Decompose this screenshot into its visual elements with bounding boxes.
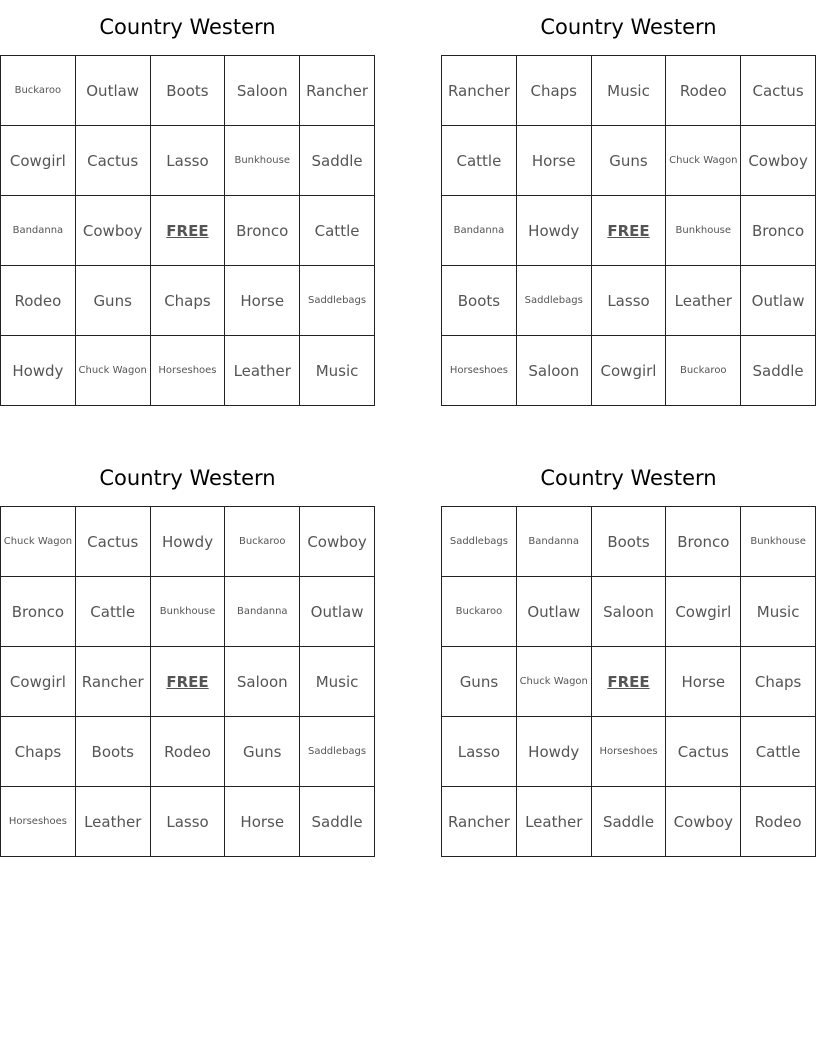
bingo-cell: Rodeo [1,266,76,336]
bingo-cell: Bunkhouse [666,196,741,266]
bingo-cell: Chaps [741,647,816,717]
bingo-cell: Guns [591,126,666,196]
bingo-cell: Outlaw [516,577,591,647]
bingo-cell: Saddlebags [300,266,375,336]
bingo-cell: Cowgirl [1,126,76,196]
grid-row [442,647,816,717]
grid-row [1,787,375,857]
bingo-cell: Saddle [300,787,375,857]
bingo-cell: Guns [442,647,517,717]
bingo-cell: Rodeo [150,717,225,787]
bingo-cell: Cowboy [300,507,375,577]
grid-row [1,577,375,647]
bingo-cell: Bronco [666,507,741,577]
bingo-cell: Lasso [591,266,666,336]
grid-row [1,507,375,577]
grid-row [442,577,816,647]
bingo-cell: Chaps [1,717,76,787]
grid-row [442,266,816,336]
bingo-cell: Rodeo [666,56,741,126]
bingo-cell: Horseshoes [1,787,76,857]
bingo-cell: Chuck Wagon [1,507,76,577]
bingo-cell: Saloon [225,647,300,717]
bingo-cell: Bronco [225,196,300,266]
bingo-cell: Chaps [150,266,225,336]
bingo-cell: Bunkhouse [150,577,225,647]
bingo-cell: Cactus [666,717,741,787]
bingo-cell: Cowgirl [666,577,741,647]
free-space-cell: FREE [591,647,666,717]
bingo-cell: Rancher [442,56,517,126]
bingo-cell: Rodeo [741,787,816,857]
grid-row [442,196,816,266]
bingo-cell: Music [741,577,816,647]
bingo-cell: Saloon [591,577,666,647]
card-title: Country Western [99,466,276,490]
bingo-cell: Howdy [150,507,225,577]
grid-row [1,196,375,266]
bingo-cell: Horseshoes [442,336,517,406]
bingo-cell: Boots [442,266,517,336]
bingo-cell: Howdy [516,717,591,787]
bingo-cell: Lasso [150,787,225,857]
free-space-cell: FREE [150,647,225,717]
grid-row [442,126,816,196]
grid-row [1,717,375,787]
bingo-cell: Cowboy [75,196,150,266]
bingo-cell: Cactus [75,126,150,196]
bingo-cell: Leather [75,787,150,857]
bingo-cell: Guns [75,266,150,336]
bingo-cell: Cowboy [741,126,816,196]
bingo-cell: Boots [75,717,150,787]
bingo-cell: Outlaw [741,266,816,336]
bingo-cell: Music [591,56,666,126]
bingo-cell: Cattle [300,196,375,266]
bingo-cell: Leather [666,266,741,336]
bingo-cell: Leather [516,787,591,857]
bingo-cell: Cowboy [666,787,741,857]
bingo-cell: Buckaroo [225,507,300,577]
bingo-cell: Saloon [225,56,300,126]
grid-row [442,336,816,406]
bingo-cell: Rancher [442,787,517,857]
bingo-cell: Bandanna [1,196,76,266]
bingo-cell: Leather [225,336,300,406]
bingo-cell: Music [300,336,375,406]
bingo-cell: Bandanna [442,196,517,266]
bingo-cell: Bandanna [225,577,300,647]
bingo-cell: Chuck Wagon [516,647,591,717]
bingo-cell: Rancher [75,647,150,717]
grid-row [442,717,816,787]
bingo-cell: Boots [150,56,225,126]
card-title: Country Western [540,466,717,490]
card-title: Country Western [99,15,276,39]
bingo-cell: Saddle [741,336,816,406]
bingo-cell: Bandanna [516,507,591,577]
grid-row [442,787,816,857]
bingo-cell: Guns [225,717,300,787]
bingo-cell: Chuck Wagon [75,336,150,406]
bingo-cell: Horse [666,647,741,717]
grid-row [1,56,375,126]
bingo-cell: Buckaroo [666,336,741,406]
bingo-cell: Saddlebags [516,266,591,336]
bingo-cell: Cattle [442,126,517,196]
bingo-cell: Howdy [1,336,76,406]
grid-row [1,266,375,336]
bingo-cell: Horse [225,787,300,857]
bingo-cell: Horseshoes [591,717,666,787]
bingo-cell: Howdy [516,196,591,266]
bingo-cell: Bunkhouse [225,126,300,196]
bingo-cell: Saddlebags [442,507,517,577]
grid-row [1,336,375,406]
grid-row [1,126,375,196]
bingo-cell: Rancher [300,56,375,126]
grid-row [442,507,816,577]
bingo-grid [441,55,816,406]
grid-row [442,56,816,126]
bingo-cell: Outlaw [300,577,375,647]
bingo-cell: Bronco [741,196,816,266]
bingo-cell: Horse [225,266,300,336]
bingo-grid [0,55,375,406]
bingo-cell: Buckaroo [1,56,76,126]
bingo-cell: Lasso [442,717,517,787]
bingo-cell: Saddle [591,787,666,857]
bingo-cell: Music [300,647,375,717]
bingo-cell: Cactus [741,56,816,126]
bingo-cell: Chaps [516,56,591,126]
bingo-cell: Saddle [300,126,375,196]
bingo-cell: Cattle [741,717,816,787]
bingo-grid [0,506,375,857]
free-space-cell: FREE [591,196,666,266]
bingo-cell: Boots [591,507,666,577]
bingo-cell: Bunkhouse [741,507,816,577]
bingo-cell: Cactus [75,507,150,577]
bingo-cell: Cowgirl [591,336,666,406]
bingo-grid [441,506,816,857]
bingo-cell: Cattle [75,577,150,647]
grid-row [1,647,375,717]
bingo-cell: Horseshoes [150,336,225,406]
bingo-cell: Cowgirl [1,647,76,717]
bingo-cell: Buckaroo [442,577,517,647]
card-title: Country Western [540,15,717,39]
free-space-cell: FREE [150,196,225,266]
bingo-cell: Chuck Wagon [666,126,741,196]
bingo-cell: Outlaw [75,56,150,126]
bingo-cell: Bronco [1,577,76,647]
bingo-cell: Saddlebags [300,717,375,787]
bingo-cell: Lasso [150,126,225,196]
bingo-cell: Horse [516,126,591,196]
bingo-cell: Saloon [516,336,591,406]
